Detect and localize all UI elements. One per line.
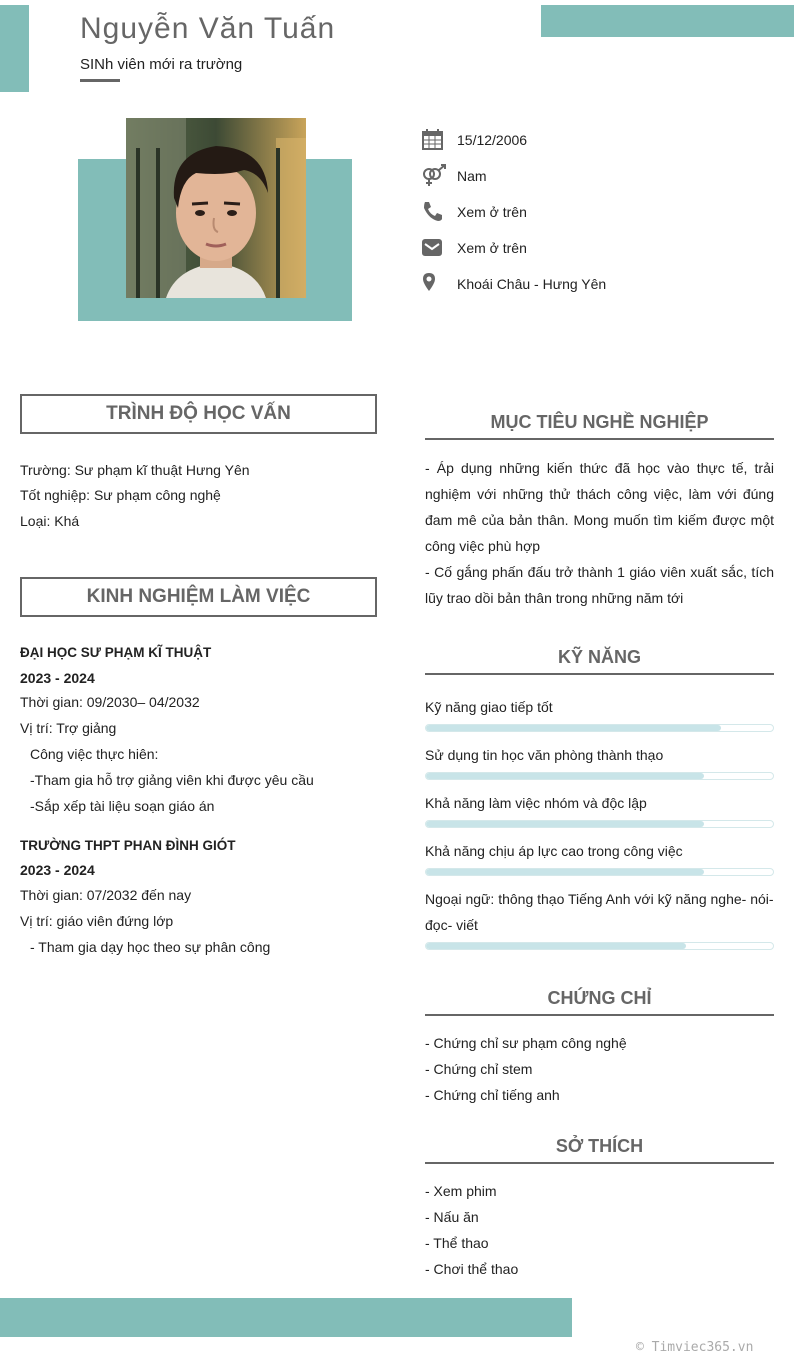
profile-photo: [126, 118, 306, 298]
job-years: 2023 - 2024: [20, 670, 95, 686]
hobby-item: - Nấu ăn: [425, 1209, 479, 1225]
certificate-item: - Chứng chỉ sư phạm công nghệ: [425, 1035, 627, 1051]
job-task-item: -Sắp xếp tài liệu soạn giáo án: [30, 798, 215, 814]
job-task-item: - Tham gia dạy học theo sự phân công: [30, 939, 271, 955]
hobby-item: - Chơi thể thao: [425, 1261, 519, 1277]
decor-block-top-left: [0, 5, 29, 92]
career-objective-paragraph: - Cố gắng phấn đấu trở thành 1 giáo viên xuất sắc, tích lũy trao dồi bản thân trong những năm tới: [425, 564, 774, 606]
career-heading: MỤC TIÊU NGHỀ NGHIỆP: [425, 412, 774, 440]
certificate-item: - Chứng chỉ stem: [425, 1061, 533, 1077]
skill-bar-fill: [426, 773, 704, 779]
calendar-icon: [421, 128, 445, 152]
skill-label: Ngoại ngữ: thông thạo Tiếng Anh với kỹ năng nghe- nói-: [425, 891, 774, 907]
phone-icon: [421, 200, 445, 224]
job-years: 2023 - 2024: [20, 862, 95, 878]
location-icon: [421, 272, 445, 296]
education-grade: Loại: Khá: [20, 513, 80, 529]
career-objective: [425, 455, 774, 611]
gender-icon: [421, 164, 445, 188]
education-heading: TRÌNH ĐỘ HỌC VẤN: [20, 394, 377, 434]
email-value: Xem ở trên: [457, 240, 527, 256]
job-position: Vị trí: Trợ giảng: [20, 720, 117, 736]
education-major: Tốt nghiệp: Sư phạm công nghệ: [20, 487, 221, 503]
skill-bar: [425, 772, 774, 780]
info-gender: [421, 164, 487, 188]
skill-label: Kỹ năng giao tiếp tốt: [425, 699, 553, 715]
hobby-item: - Thể thao: [425, 1235, 489, 1251]
career-objective-paragraph: - Áp dụng những kiến thức đã học vào thực tế, trải nghiệm với những thử thách công việc, làm với đúng đam mê của bản thân. Mong muốn tìm kiếm được một công việc phù hợp: [425, 460, 774, 554]
certificates-heading: CHỨNG CHỈ: [425, 988, 774, 1016]
skill-bar: [425, 820, 774, 828]
decor-block-bottom: [0, 1298, 572, 1337]
email-icon: [421, 236, 445, 260]
experience-heading: KINH NGHIỆM LÀM VIỆC: [20, 577, 377, 617]
skill-bar-fill: [426, 821, 704, 827]
info-birthday: [421, 128, 528, 152]
skills-heading: KỸ NĂNG: [425, 647, 774, 675]
subtitle-underline: [80, 79, 120, 82]
skill-label: Khả năng chịu áp lực cao trong công việc: [425, 843, 683, 859]
watermark: © Timviec365.vn: [636, 1340, 754, 1355]
certificate-item: - Chứng chỉ tiếng anh: [425, 1087, 560, 1103]
skill-bar: [425, 942, 774, 950]
skill-bar-fill: [426, 869, 704, 875]
education-school: Trường: Sư phạm kĩ thuật Hưng Yên: [20, 462, 250, 478]
candidate-subtitle: SINh viên mới ra trường: [80, 56, 243, 73]
skill-label-continued: đọc- viết: [425, 917, 478, 933]
gender-value: Nam: [457, 168, 487, 184]
skill-bar-fill: [426, 943, 686, 949]
skill-bar: [425, 868, 774, 876]
hobbies-heading: SỞ THÍCH: [425, 1136, 774, 1164]
job-position: Vị trí: giáo viên đứng lớp: [20, 913, 174, 929]
job-time: Thời gian: 09/2030– 04/2032: [20, 694, 200, 710]
skill-label: Khả năng làm việc nhóm và độc lập: [425, 795, 647, 811]
candidate-name: Nguyễn Văn Tuấn: [80, 12, 336, 45]
hobby-item: - Xem phim: [425, 1183, 497, 1199]
skill-bar-fill: [426, 725, 721, 731]
decor-block-top-right: [541, 5, 794, 37]
address-value: Khoái Châu - Hưng Yên: [457, 276, 607, 292]
job-tasks-label: Công việc thực hiên:: [30, 746, 159, 762]
skill-label: Sử dụng tin học văn phòng thành thạo: [425, 747, 664, 763]
job-task-item: -Tham gia hỗ trợ giảng viên khi được yêu cầu: [30, 772, 314, 788]
info-email: [421, 236, 527, 260]
job-time: Thời gian: 07/2032 đến nay: [20, 887, 192, 903]
info-phone: [421, 200, 527, 224]
job-organization: ĐẠI HỌC SƯ PHẠM KĨ THUẬT: [20, 645, 212, 660]
phone-value: Xem ở trên: [457, 204, 527, 220]
job-organization: TRƯỜNG THPT PHAN ĐÌNH GIÓT: [20, 838, 236, 853]
skill-bar: [425, 724, 774, 732]
birthday-value: 15/12/2006: [457, 132, 528, 148]
info-address: [421, 272, 607, 296]
